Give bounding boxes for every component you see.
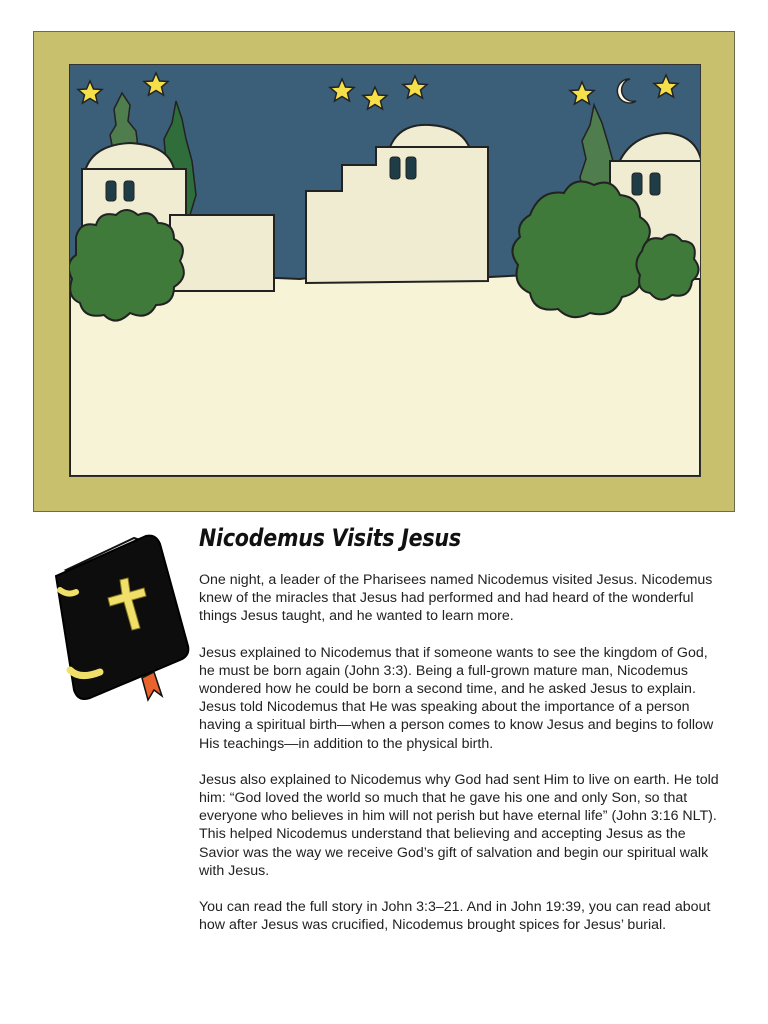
paragraph: Jesus explained to Nicodemus that if someone wants to see the kingdom of God, he must be born again (John 3:3). Being a full-grown mature man, Nicodemus wondered how he could be born a second time, and he asked Jesus to explain. Jesus told Nicodemus that He was speaking about the importance of a person having a spiritual birth—when a person comes to know Jesus and begins to follow His teachings—in addition to the physical birth. (199, 644, 714, 752)
night-town-illustration (69, 64, 701, 477)
illustration-frame (33, 31, 735, 512)
bush (636, 234, 698, 299)
paragraph: One night, a leader of the Pharisees named Nicodemus visited Jesus. Nicodemus knew of the miracles that Jesus had performed and had heard of the wonderful things Jesus taught, and he wanted to learn more. (199, 572, 713, 625)
bible-icon (48, 530, 198, 705)
town-scene-svg (70, 65, 700, 476)
page-title: Nicodemus Visits Jesus (199, 524, 461, 552)
paragraph: You can read the full story in John 3:3–21. And in John 19:39, you can read about how after Jesus was crucified, Nicodemus brought spices for Jesus’ burial. (199, 899, 711, 934)
story-text (199, 571, 719, 952)
paragraph: Jesus also explained to Nicodemus why God had sent Him to live on earth. He told him: “God loved the world so much that he gave his one and only Son, so that everyone who believes in him will not perish but have eternal life” (John 3:16 NLT). This helped Nicodemus understand that believing and accepting Jesus as the Savior was the way we receive God’s gift of salvation and begin our spiritual walk with Jesus. (199, 771, 719, 879)
